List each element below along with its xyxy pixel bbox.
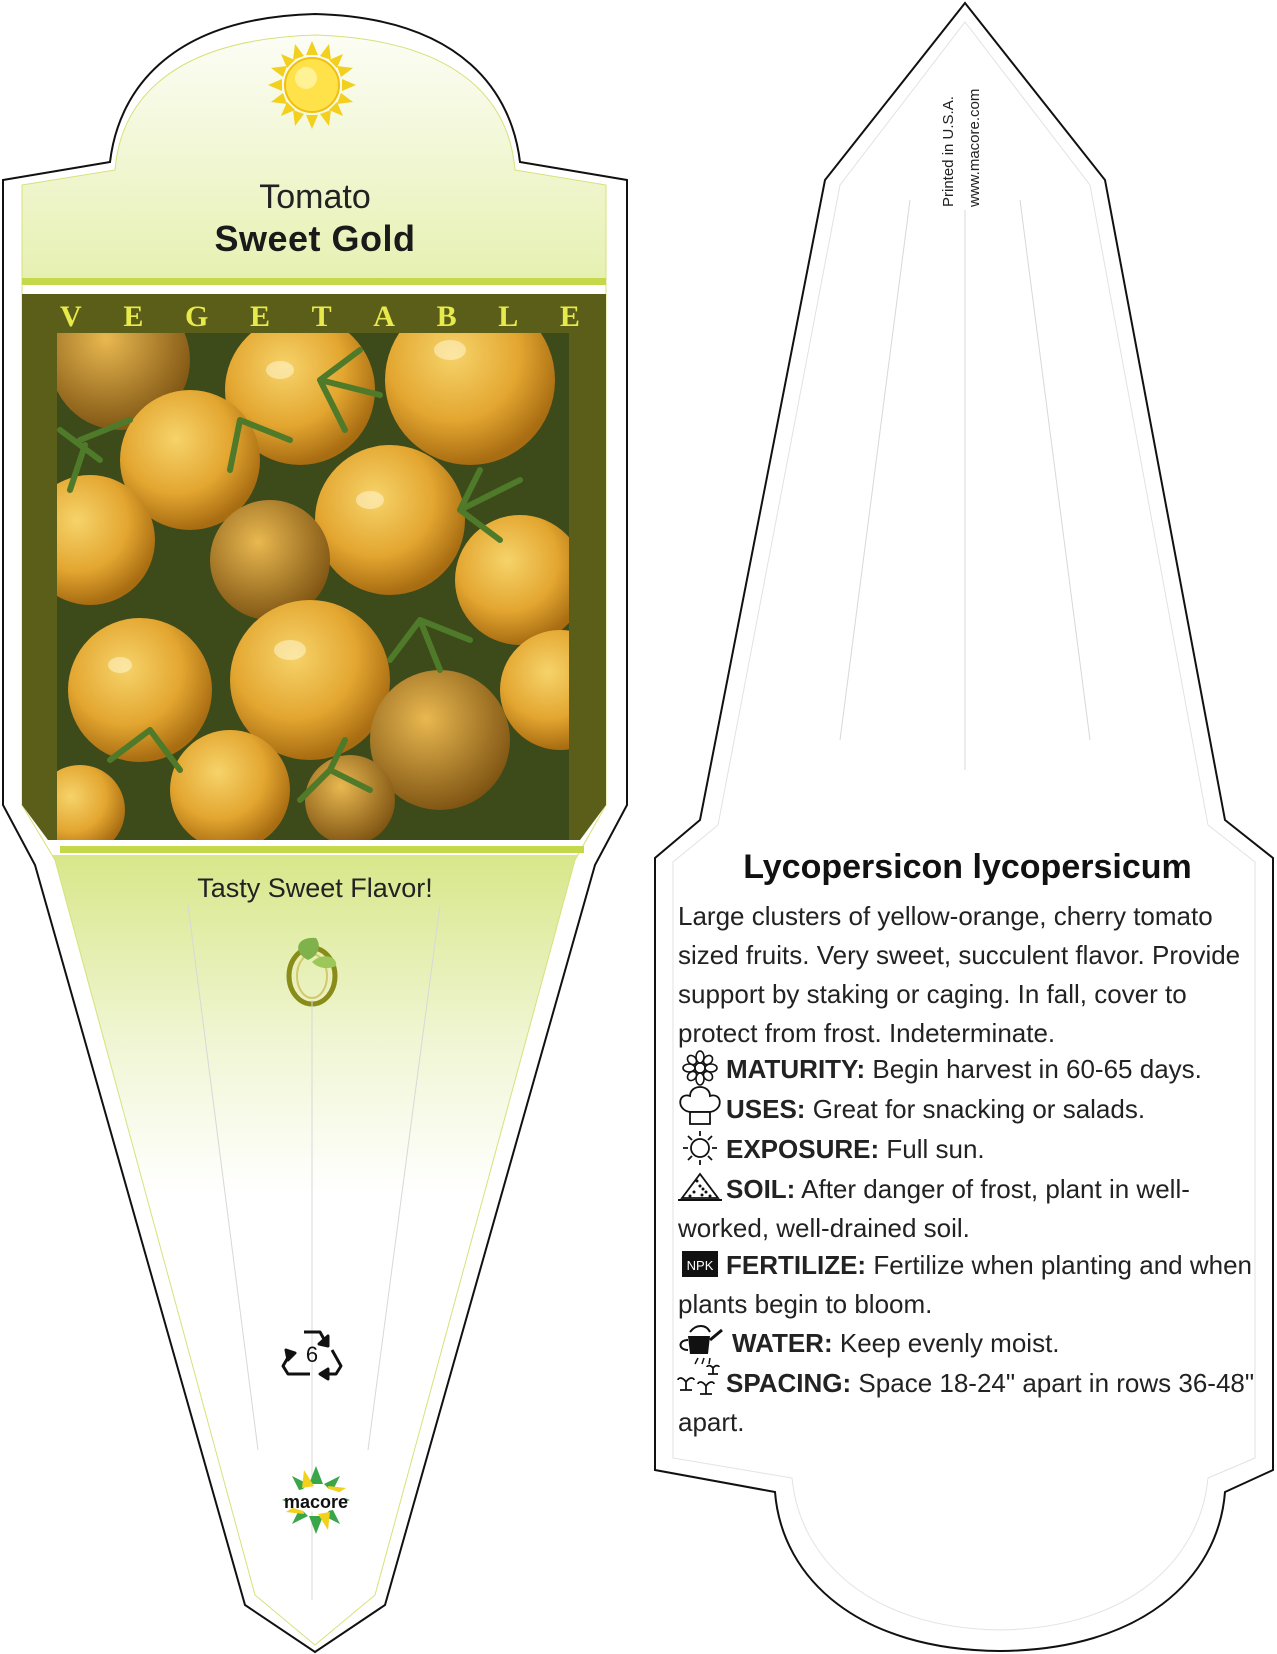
category-letter: T — [311, 300, 332, 333]
recycle-code: 6 — [305, 1342, 319, 1367]
detail-maturity — [678, 1050, 1268, 1089]
printed-in-label: Printed in U.S.A. — [940, 96, 957, 207]
detail-text: Keep evenly moist. — [832, 1328, 1060, 1358]
category-label — [60, 300, 580, 334]
category-letter: G — [184, 300, 209, 333]
detail-label: FERTILIZE: — [726, 1250, 867, 1280]
tagline: Tasty Sweet Flavor! — [197, 873, 433, 903]
bottom-lime-band — [60, 846, 584, 853]
detail-text: After danger of frost, plant in well-worked, well-drained soil. — [678, 1174, 1190, 1243]
top-lime-band — [22, 278, 606, 285]
website-label: www.macore.com — [966, 88, 983, 207]
detail-text: Space 18-24" apart in rows 36-48" apart. — [678, 1368, 1255, 1437]
detail-label: WATER: — [732, 1328, 833, 1358]
detail-text: Full sun. — [879, 1134, 985, 1164]
detail-spacing — [678, 1364, 1268, 1442]
variety-name: Sweet Gold — [214, 218, 416, 259]
detail-water — [678, 1324, 1268, 1363]
common-name: Tomato — [259, 178, 371, 216]
category-letter: E — [123, 300, 144, 333]
detail-label: SPACING: — [726, 1368, 852, 1398]
category-letter: L — [498, 300, 519, 333]
brand-name: macore — [283, 1492, 349, 1512]
detail-text: Great for snacking or salads. — [805, 1094, 1146, 1124]
scientific-name: Lycopersicon lycopersicum — [743, 848, 1192, 886]
category-letter: V — [60, 300, 82, 333]
tomato-photo — [25, 290, 620, 855]
category-letter: E — [249, 300, 270, 333]
detail-soil — [678, 1170, 1268, 1248]
category-letter: A — [373, 300, 395, 333]
sun-icon — [268, 41, 356, 129]
plant-description: Large clusters of yellow-orange, cherry tomato sized fruits. Very sweet, succulent flavor. Provide support by staking or caging. In fall, cover to protect from frost. Indeterminate. — [678, 901, 1241, 1048]
npk-icon-text: NPK — [686, 1258, 714, 1273]
detail-uses — [678, 1090, 1268, 1129]
detail-label: EXPOSURE: — [726, 1134, 880, 1164]
detail-fertilize — [678, 1246, 1268, 1324]
detail-text: Begin harvest in 60-65 days. — [865, 1054, 1202, 1084]
detail-label: USES: — [726, 1094, 806, 1124]
category-letter: E — [559, 300, 580, 333]
detail-exposure — [678, 1130, 1268, 1169]
detail-label: SOIL: — [726, 1174, 796, 1204]
detail-text: Fertilize when planting and when plants begin to bloom. — [678, 1250, 1252, 1319]
category-letter: B — [436, 300, 457, 333]
detail-label: MATURITY: — [726, 1054, 866, 1084]
